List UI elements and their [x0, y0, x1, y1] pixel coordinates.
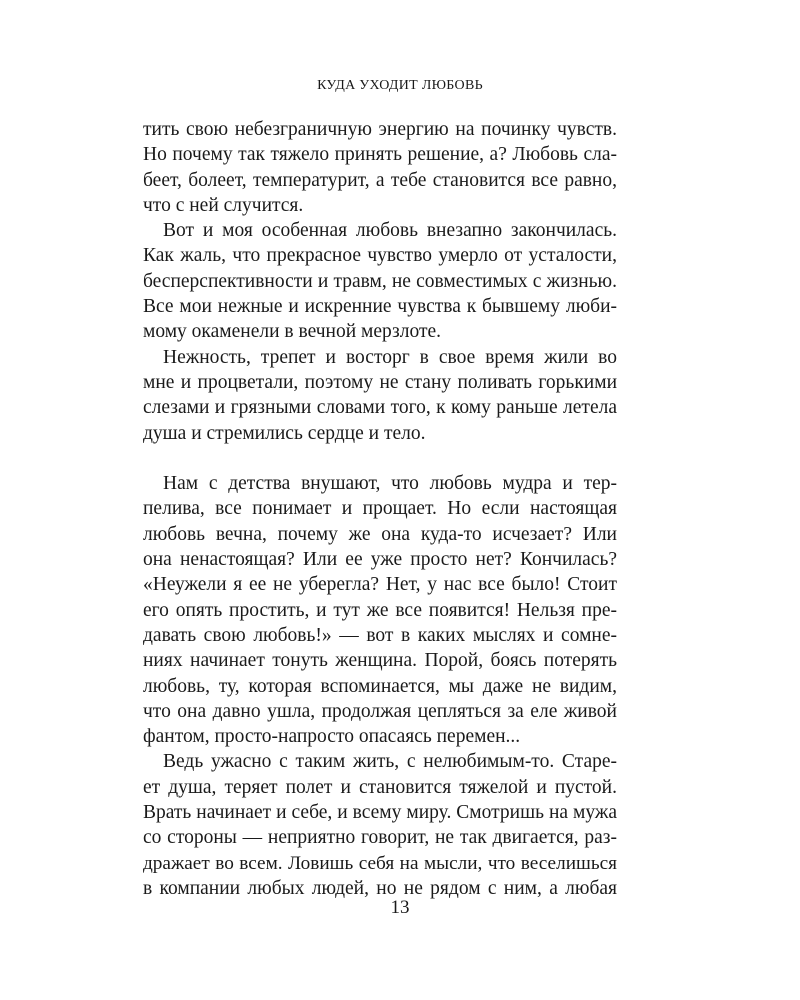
text-line: фантом, просто-напросто опасаясь перемен...: [143, 726, 521, 748]
text-line: его опять простить, и тут же все появится! Нельзя пре-: [143, 599, 617, 621]
text-line: мне и процветали, поэтому не стану поливать горькими: [143, 371, 617, 393]
text-line: любовь, ту, которая вспоминается, мы даже не видим,: [143, 675, 617, 697]
text-line: в компании любых людей, но не рядом с ним, а любая: [143, 877, 617, 899]
text-line: давать свою любовь!» — вот в каких мыслях и сомне-: [143, 624, 617, 646]
text-line: дражает во всем. Ловишь себя на мысли, что веселишься: [143, 852, 617, 874]
text-line: беет, болеет, температурит, а тебе становится все равно,: [143, 169, 617, 191]
text-line: слезами и грязными словами того, к кому раньше летела: [143, 397, 617, 419]
text-line: любовь вечна, почему же она куда-то исчезает? Или: [143, 523, 617, 545]
section-break: [143, 446, 617, 471]
body-text: [143, 117, 617, 901]
text-line: Все мои нежные и искренние чувства к бывшему люби-: [143, 296, 617, 318]
text-line: ет душа, теряет полет и становится тяжелой и пустой.: [143, 776, 617, 798]
text-line: душа и стремились сердце и тело.: [143, 422, 426, 444]
text-line: «Неужели я ее не уберегла? Нет, у нас все было! Стоит: [143, 574, 617, 596]
running-head: КУДА УХОДИТ ЛЮБОВЬ: [317, 78, 483, 93]
text-line: Врать начинает и себе, и всему миру. Смотришь на мужа: [143, 802, 617, 824]
text-line: Нежность, трепет и восторг в свое время жили во: [163, 346, 617, 368]
text-line: ниях начинает тонуть женщина. Порой, боясь потерять: [143, 650, 617, 672]
text-line: она ненастоящая? Или ее уже просто нет? Кончилась?: [143, 549, 617, 571]
page-number: 13: [390, 897, 410, 918]
text-line: Но почему так тяжело принять решение, а? Любовь сла-: [143, 144, 617, 166]
text-line: со стороны — неприятно говорит, не так двигается, раз-: [143, 827, 617, 849]
text-line: бесперспективности и травм, не совместимых с жизнью.: [143, 270, 617, 292]
text-line: Как жаль, что прекрасное чувство умерло от усталости,: [143, 245, 617, 267]
text-line: что с ней случится.: [143, 194, 304, 216]
text-line: Вот и моя особенная любовь внезапно закончилась.: [163, 220, 617, 242]
text-line: Ведь ужасно с таким жить, с нелюбимым-то. Старе-: [163, 751, 617, 773]
text-line: Нам с детства внушают, что любовь мудра и тер-: [163, 473, 617, 495]
text-line: мому окаменели в вечной мерзлоте.: [143, 321, 442, 343]
text-line: пелива, все понимает и прощает. Но если настоящая: [143, 498, 617, 520]
text-line: тить свою небезграничную энергию на починку чувств.: [143, 119, 617, 140]
text-line: что она давно ушла, продолжая цепляться за еле живой: [143, 700, 617, 722]
